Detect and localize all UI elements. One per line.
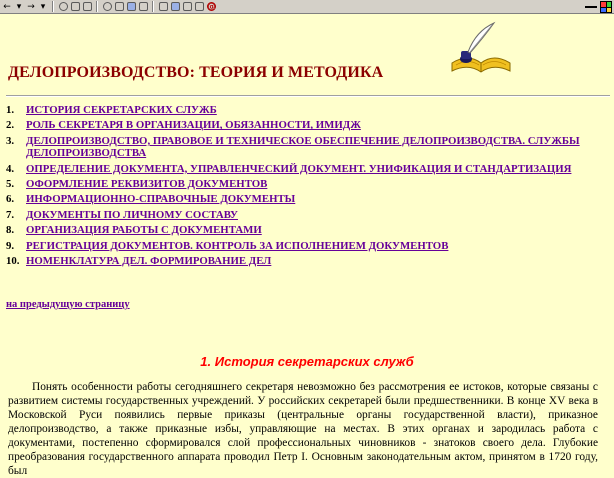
toc-item: [6, 240, 598, 252]
toc-item-number: 4.: [6, 162, 15, 175]
discuss-icon[interactable]: [182, 1, 192, 13]
toc-item-number: 3.: [6, 134, 15, 147]
mail-icon[interactable]: [138, 1, 148, 13]
toc-item-number: 8.: [6, 224, 15, 237]
forward-dropdown-icon[interactable]: ▾: [40, 1, 46, 12]
back-dropdown-icon[interactable]: ▾: [16, 1, 22, 12]
toc-item: [6, 119, 598, 131]
favorites-icon[interactable]: [114, 1, 124, 13]
refresh-icon[interactable]: [70, 1, 80, 13]
toc-link[interactable]: ИСТОРИЯ СЕКРЕТАРСКИХ СЛУЖБ: [26, 104, 217, 116]
forward-icon[interactable]: →: [27, 1, 35, 12]
toc-link[interactable]: ОФОРМЛЕНИЕ РЕКВИЗИТОВ ДОКУМЕНТОВ: [26, 178, 268, 191]
toc-link[interactable]: НОМЕНКЛАТУРА ДЕЛ. ФОРМИРОВАНИЕ ДЕЛ: [26, 255, 272, 268]
print-icon[interactable]: [158, 1, 168, 13]
toc-link[interactable]: ОРГАНИЗАЦИЯ РАБОТЫ С ДОКУМЕНТАМИ: [26, 224, 262, 237]
toc-link[interactable]: ДОКУМЕНТЫ ПО ЛИЧНОМУ СОСТАВУ: [26, 208, 238, 221]
toc-item: [6, 209, 598, 221]
body-paragraph: Понять особенности работы сегодняшнего секретаря невозможно без рассмотрения ее истоков, которые связаны с развитием системы государственных учреждений. У российских секретарей были предшественники. В конце XV века в Московской Руси появились первые приказы (центральные органы государственной власти), приказное делопроизводство, а также приказные избы, управляющие на местах. В этих органах и зародилась работа с документами, постепенно сформировался слой профессиональных чиновников - знатоков своего дела. Глубокие преобразования государственного аппарата проводил Петр I. Основным законодательным актом, принятом в 1720 году, был: [8, 381, 598, 477]
toolbar-separator: [152, 1, 154, 12]
toc-item-number: 10.: [6, 255, 20, 268]
search-icon[interactable]: [102, 1, 112, 13]
section-title: 1. История секретарских служб: [200, 354, 414, 369]
at-icon[interactable]: @: [207, 2, 216, 11]
toc-item-number: 6.: [6, 193, 15, 206]
toc-link[interactable]: ИНФОРМАЦИОННО-СПРАВОЧНЫЕ ДОКУМЕНТЫ: [26, 193, 296, 206]
toc-item: [6, 104, 598, 116]
toc-item: [6, 163, 598, 175]
table-of-contents: [6, 104, 598, 270]
toc-item-number: 9.: [6, 239, 15, 252]
back-icon[interactable]: ←: [3, 1, 11, 12]
browser-toolbar: [0, 0, 614, 14]
toc-item: [6, 193, 598, 205]
book-and-quill-icon: [446, 19, 516, 79]
page-title: ДЕЛОПРОИЗВОДСТВО: ТЕОРИЯ И МЕТОДИКА: [8, 64, 384, 81]
toc-item-number: 2.: [6, 119, 15, 132]
horizontal-divider: [6, 95, 610, 97]
toc-item-number: 1.: [6, 104, 15, 116]
toc-link[interactable]: РОЛЬ СЕКРЕТАРЯ В ОРГАНИЗАЦИИ, ОБЯЗАННОСТИ, ИМИДЖ: [26, 119, 361, 132]
previous-page-link[interactable]: на предыдущую страницу: [6, 299, 130, 310]
toc-link[interactable]: ДЕЛОПРОИЗВОДСТВО, ПРАВОВОЕ И ТЕХНИЧЕСКОЕ ОБЕСПЕЧЕНИЕ ДЕЛОПРОИЗВОДСТВА. СЛУЖБЫ ДЕЛОПРОИЗВОДСТВА: [26, 134, 580, 160]
stop-icon[interactable]: [58, 1, 68, 13]
toc-link[interactable]: РЕГИСТРАЦИЯ ДОКУМЕНТОВ. КОНТРОЛЬ ЗА ИСПОЛНЕНИЕМ ДОКУМЕНТОВ: [26, 239, 449, 252]
toolbar-separator: [52, 1, 54, 12]
toc-item-number: 7.: [6, 208, 15, 221]
toc-item: [6, 178, 598, 190]
previous-page-container: [6, 299, 130, 310]
windows-logo-icon: [576, 0, 612, 14]
edit-icon[interactable]: [170, 1, 180, 13]
home-icon[interactable]: [82, 1, 92, 13]
toc-item: [6, 255, 598, 267]
toc-item: [6, 224, 598, 236]
toc-item: [6, 135, 598, 160]
toc-item-number: 5.: [6, 178, 15, 191]
toolbar-separator: [96, 1, 98, 12]
toc-link[interactable]: ОПРЕДЕЛЕНИЕ ДОКУМЕНТА, УПРАВЛЕНЧЕСКИЙ ДОКУМЕНТ. УНИФИКАЦИЯ И СТАНДАРТИЗАЦИЯ: [26, 162, 572, 175]
history-icon[interactable]: [126, 1, 136, 13]
messenger-icon[interactable]: [194, 1, 204, 13]
